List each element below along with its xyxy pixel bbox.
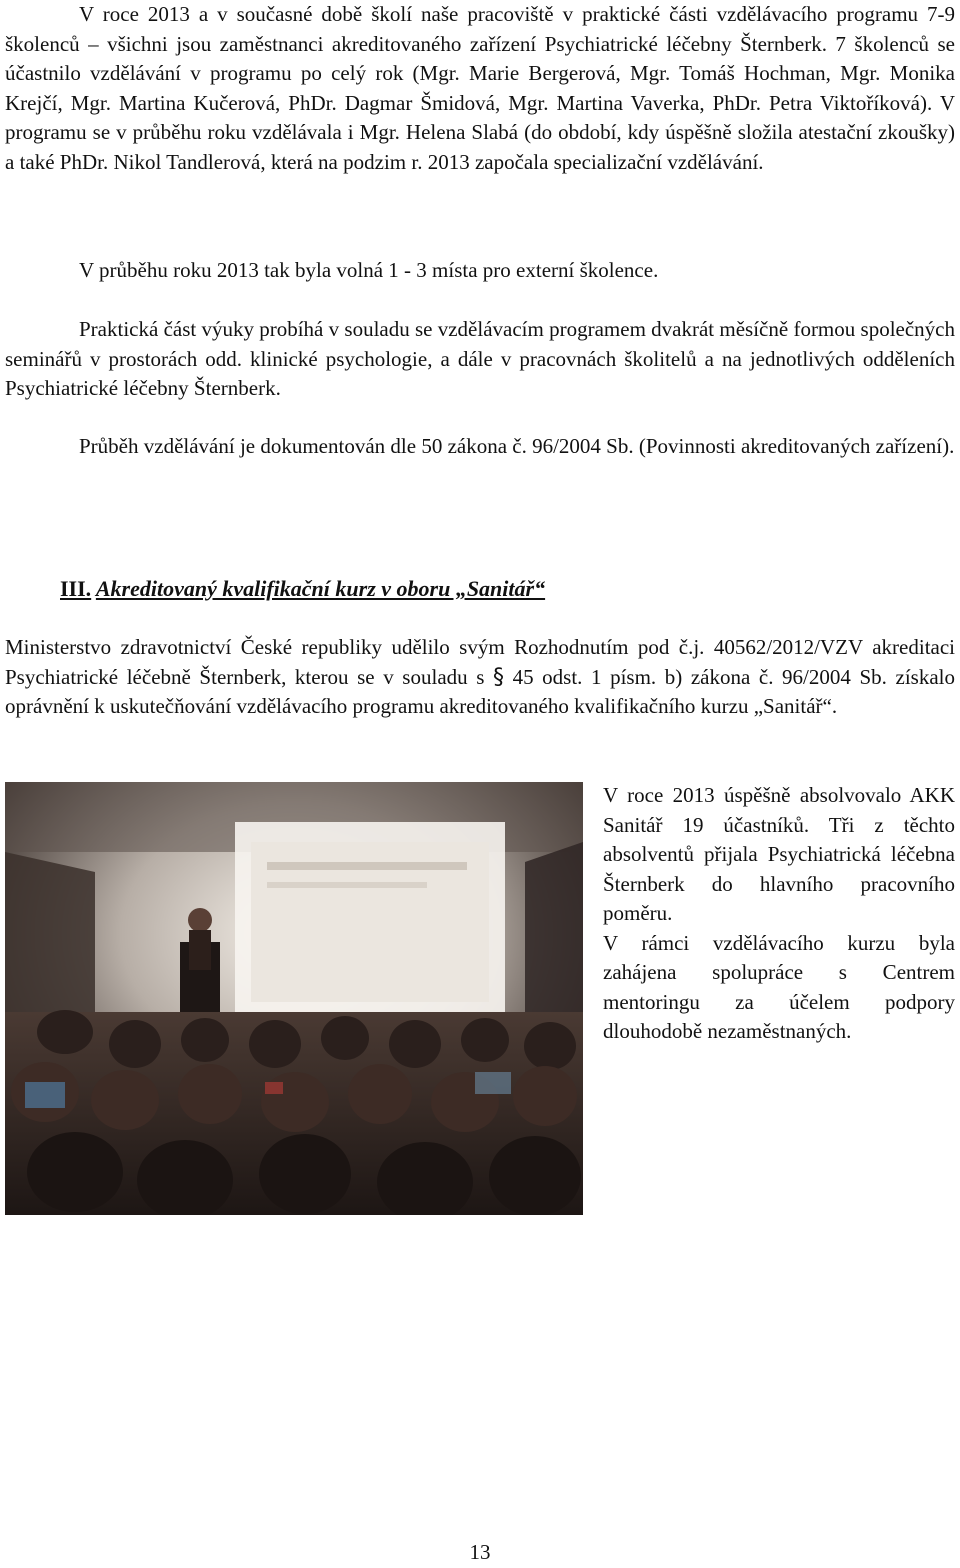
paragraph-documentation: Průběh vzdělávání je dokumentován dle 50 zákona č. 96/2004 Sb. (Povinnosti akreditovaných zařízení).: [79, 434, 955, 458]
paragraph-accreditation: [5, 633, 955, 722]
course-summary: [603, 781, 955, 1047]
paragraph-practical-part: Praktická část výuky probíhá v souladu se vzdělávacím programem dvakrát měsíčně formou společných seminářů v prostorách odd. klinické psychologie, a dále v pracovnách školitelů a na jednotlivých odděleních Psychiatrické léčebny Šternberk.: [5, 317, 955, 400]
section-number: III.: [60, 576, 92, 601]
paragraph-graduates: V roce 2013 úspěšně absolvovalo AKK Sanitář 19 účastníků. Tři z těchto absolventů přijala Psychiatrická léčebna Šternberk do hlavního pracovního poměru.: [603, 783, 955, 925]
paragraph-free-places: V průběhu roku 2013 tak byla volná 1 - 3 místa pro externí školence.: [79, 258, 659, 282]
accreditation-text-start: Ministerstvo zdravotnictví České republiky udělilo svým Rozhodnutím pod č.j. 40562/2012/VZV akreditaci Psychiatrické léčebně Šternberk, kterou se v souladu s: [5, 635, 955, 689]
section-heading: [60, 574, 940, 604]
page-number: 13: [469, 1540, 491, 1564]
paragraph-training-overview: V roce 2013 a v současné době školí naše pracoviště v praktické části vzdělávacího programu 7-9 školenců – všichni jsou zaměstnanci akreditovaného zařízení Psychiatrické léčebny Šternberk. 7 školenců se účastnilo vzdělávání v programu po celý rok (Mgr. Marie Bergerová, Mgr. Tomáš Hochman, Mgr. Monika Krejčí, Mgr. Martina Kučerová, PhDr. Dagmar Šmidová, Mgr. Martina Vaverka, PhDr. Petra Viktoříková). V programu se v průběhu roku vzdělávala i Mgr. Helena Slabá (do období, kdy úspěšně složila atestační zkoušky) a také PhDr. Nikol Tandlerová, která na podzim r. 2013 započala specializační vzdělávání.: [5, 2, 955, 174]
accreditation-text-end: 45 odst. 1 písm. b) zákona č. 96/2004 Sb. získalo oprávnění k uskutečňování vzdělávacího programu akreditovaného kvalifikačního kurzu „Sanitář“.: [5, 664, 955, 718]
section-title: Akreditovaný kvalifikační kurz v oboru „Sanitář“: [95, 576, 546, 601]
paragraph-mentoring: V rámci vzdělávacího kurzu byla zahájena spolupráce s Centrem mentoringu za účelem podpory dlouhodobě nezaměstnaných.: [603, 930, 955, 1043]
section-sign: §: [492, 664, 504, 690]
seminar-photo: [5, 782, 583, 1215]
